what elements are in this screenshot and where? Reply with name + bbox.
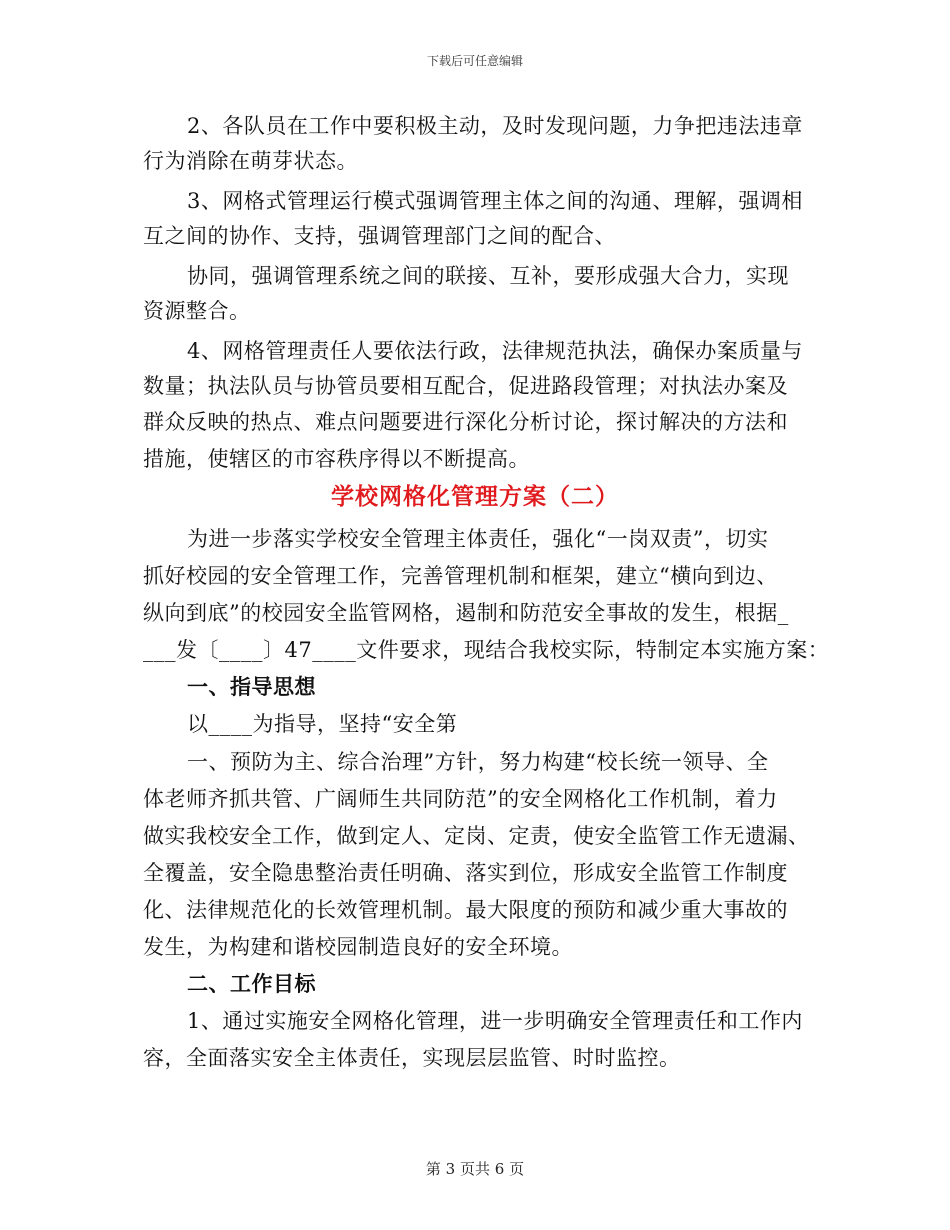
paragraph-line: 数量；执法队员与协管员要相互配合，促进路段管理；对执法办案及: [143, 374, 788, 398]
heading-guiding-ideology: 一、指导思想: [187, 675, 316, 699]
paragraph-line: 群众反映的热点、难点问题要进行深化分析讨论，探讨解决的方法和: [143, 410, 788, 434]
paragraph-line: 2、各队员在工作中要积极主动，及时发现问题，力争把违法违章: [187, 114, 803, 138]
paragraph-line: 行为消除在萌芽状态。: [143, 149, 358, 173]
page-footer: 第 3 页共 6 页: [425, 1160, 525, 1178]
paragraph-line: 措施，使辖区的市容秩序得以不断提高。: [143, 447, 530, 471]
paragraph-line: 4、网格管理责任人要依法行政，法律规范执法，确保办案质量与: [187, 339, 803, 363]
paragraph-line: 3、网格式管理运行模式强调管理主体之间的沟通、理解，强调相: [187, 189, 803, 213]
paragraph-line: 做实我校安全工作，做到定人、定岗、定责，使安全监管工作无遗漏、: [143, 824, 810, 848]
paragraph-line: 互之间的协作、支持，强调管理部门之间的配合、: [143, 224, 616, 248]
paragraph-line: 容，全面落实安全主体责任，实现层层监管、时时监控。: [143, 1046, 681, 1070]
paragraph-line: 以____为指导，坚持“安全第: [187, 712, 458, 736]
paragraph-line: 发生，为构建和谐校园制造良好的安全环境。: [143, 935, 573, 959]
paragraph-line: 全覆盖，安全隐患整治责任明确、落实到位，形成安全监管工作制度: [143, 861, 788, 885]
paragraph-line: 为进一步落实学校安全管理主体责任，强化“一岗双责”，切实: [187, 527, 769, 551]
heading-work-goals: 二、工作目标: [187, 972, 316, 996]
paragraph-line: 化、法律规范化的长效管理机制。最大限度的预防和减少重大事故的: [143, 898, 788, 922]
paragraph-line: 抓好校园的安全管理工作，完善管理机制和框架，建立“横向到边、: [143, 564, 778, 588]
page-header: 下载后可任意编辑: [426, 54, 523, 68]
paragraph-line: 资源整合。: [143, 299, 251, 323]
paragraph-line: ___发〔____〕47____文件要求，现结合我校实际，特制定本实施方案：: [143, 638, 830, 662]
paragraph-line: 纵向到底”的校园安全监管网格，遏制和防范安全事故的发生，根据_: [143, 601, 789, 625]
paragraph-line: 1、通过实施安全网格化管理，进一步明确安全管理责任和工作内: [187, 1009, 803, 1033]
paragraph-line: 一、预防为主、综合治理”方针，努力构建“校长统一领导、全: [187, 750, 769, 774]
paragraph-line: 体老师齐抓共管、广阔师生共同防范”的安全网格化工作机制，着力: [143, 787, 778, 811]
paragraph-line: 协同，强调管理系统之间的联接、互补，要形成强大合力，实现: [187, 264, 789, 288]
section-title: 学校网格化管理方案（二）: [331, 483, 619, 510]
